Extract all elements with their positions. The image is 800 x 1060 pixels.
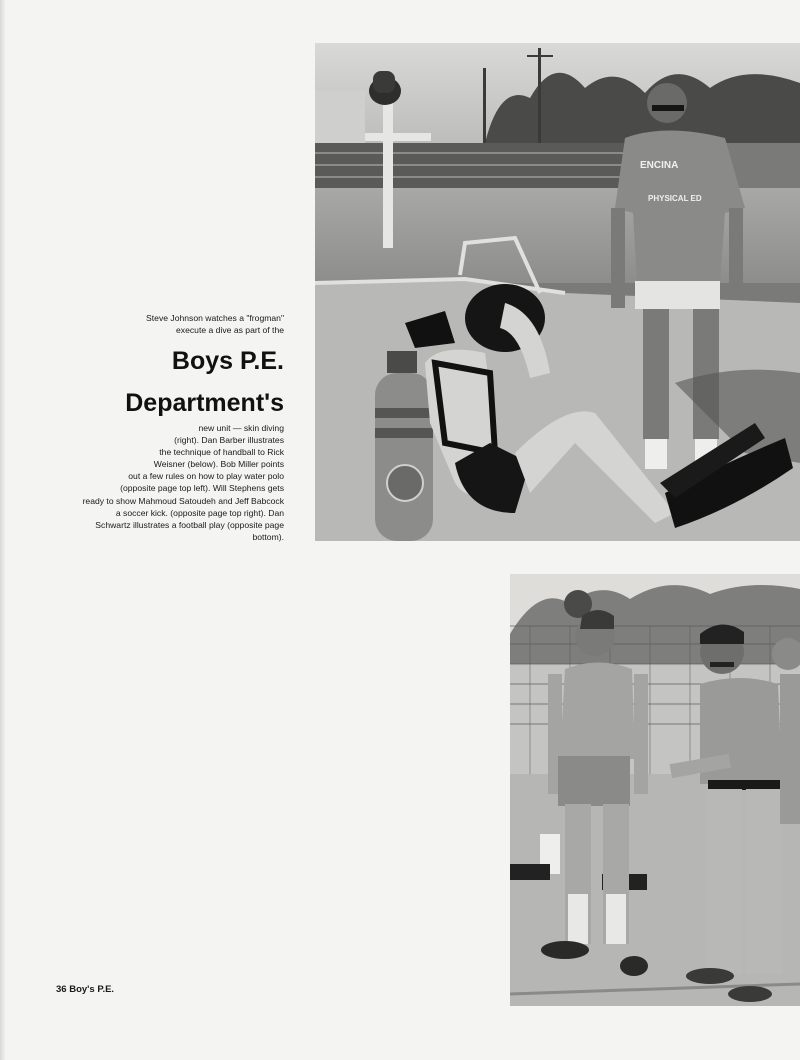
headline-line-1: Boys P.E. — [171, 347, 284, 375]
caption-body-line: new unit — skin diving — [198, 423, 284, 433]
page-edge — [0, 0, 6, 1060]
caption-body-line: the technique of handball to Rick — [159, 447, 284, 458]
shirt-text-encina: ENCINA — [640, 160, 679, 171]
caption-body-line: out a few rules on how to play water polo — [128, 471, 284, 482]
caption-body-line: bottom). — [252, 531, 284, 542]
caption-body-line: (right). Dan Barber illustrates — [174, 435, 284, 446]
skin-diving-photo — [315, 43, 800, 541]
caption-body-line: a soccer kick. (opposite page top right). Dan — [115, 507, 284, 518]
caption-lead-line: Steve Johnson watches a "frogman" — [146, 313, 284, 323]
headline-line-2: Department's — [125, 389, 284, 417]
caption-body-line: (opposite page top left). Will Stephens gets — [120, 483, 284, 494]
caption-body — [44, 422, 284, 543]
caption-body-line: ready to show Mahmoud Satoudeh and Jeff Babcock — [82, 495, 284, 506]
caption-body-line: Schwartz illustrates a football play (opposite page — [95, 519, 284, 530]
caption-body-line: Weisner (below). Bob Miller points — [153, 459, 284, 470]
shirt-text-pe: PHYSICAL ED — [648, 194, 702, 203]
handball-photo — [510, 574, 800, 1006]
page-folio: 36 Boy's P.E. — [56, 984, 115, 995]
caption-lead — [44, 312, 284, 336]
caption-lead-line: execute a dive as part of the — [176, 325, 284, 336]
